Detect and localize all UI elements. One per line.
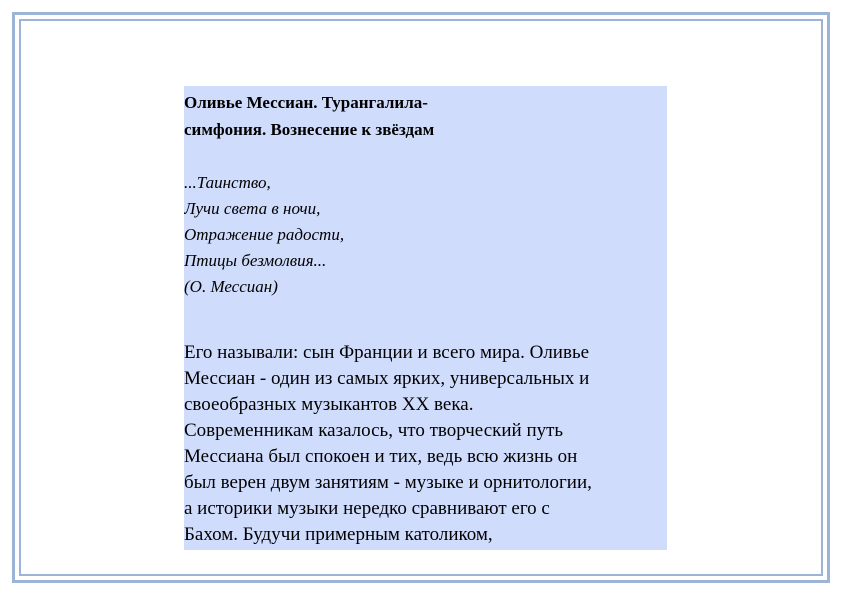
epigraph-line-1: ...Таинство,	[184, 173, 271, 192]
document-title	[184, 89, 524, 143]
body-line-7: а историки музыки нередко сравнивают его с	[184, 498, 550, 519]
body-line-6: был верен двум занятиям - музыке и орнитологии,	[184, 472, 592, 493]
epigraph-line-3: Отражение радости,	[184, 225, 345, 244]
epigraph-author: (О. Мессиан)	[184, 277, 278, 296]
body-line-1: Его называли: сын Франции и всего мира. Оливье	[184, 342, 590, 363]
body-paragraph	[184, 340, 664, 548]
epigraph-line-4: Птицы безмолвия...	[184, 251, 327, 270]
title-line-1: Оливье Мессиан. Турангалила-	[184, 93, 428, 112]
slide-text-box	[184, 86, 667, 550]
body-line-3: своеобразных музыкантов XX века.	[184, 394, 474, 415]
body-line-8: Бахом. Будучи примерным католиком,	[184, 524, 493, 545]
title-line-2: симфония. Вознесение к звёздам	[184, 120, 435, 139]
body-line-2: Мессиан - один из самых ярких, универсальных и	[184, 368, 590, 389]
epigraph-line-2: Лучи света в ночи,	[184, 199, 321, 218]
body-line-5: Мессиана был спокоен и тих, ведь всю жизнь он	[184, 446, 578, 467]
epigraph	[184, 170, 344, 300]
body-line-4: Современникам казалось, что творческий путь	[184, 420, 564, 441]
